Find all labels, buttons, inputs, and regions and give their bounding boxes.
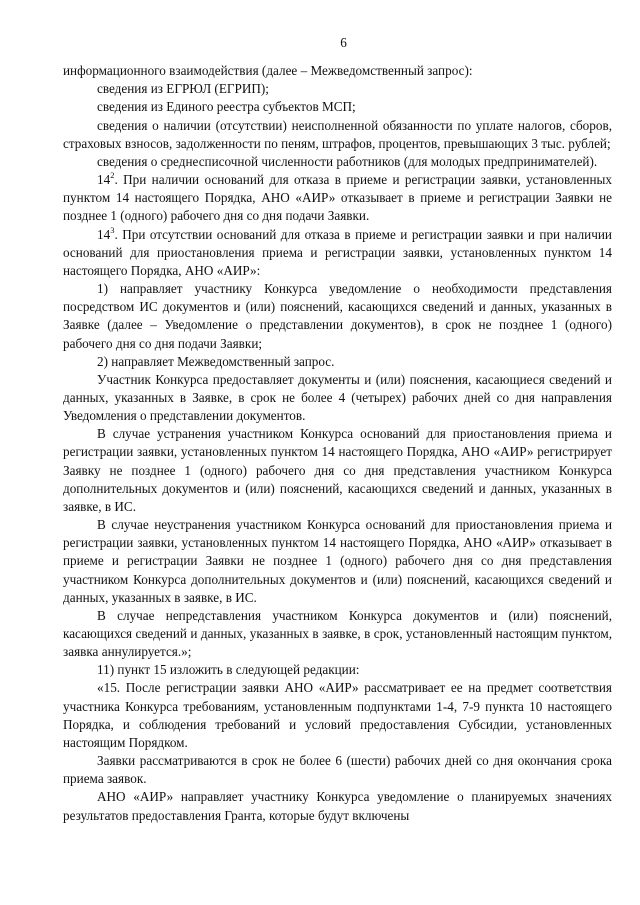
clause-number: 14 xyxy=(97,172,111,188)
clause-number: 14 xyxy=(97,226,111,242)
list-item: сведения о наличии (отсутствии) неисполненной обязанности по уплате налогов, сборов, страховых взносов, задолженности по пеням, штрафов, процентов, превышающих 3 тыс. рублей; xyxy=(63,117,612,151)
clause-14-2 xyxy=(63,171,612,225)
amendment-item-11: 11) пункт 15 изложить в следующей редакции: xyxy=(97,662,360,678)
list-item: сведения из Единого реестра субъектов МСП; xyxy=(97,99,356,115)
subitem-1: 1) направляет участнику Конкурса уведомление о необходимости представления посредством ИС документов и (или) пояснений, касающихся сведений и данных, указанных в Заявке (далее – Уведомление о представлении документов), в срок не позднее 1 (одного) рабочего дня со дня подачи Заявки; xyxy=(63,281,612,351)
paragraph: В случае неустранения участником Конкурса оснований для приостановления приема и регистрации заявки, установленных пунктом 14 настоящего Порядка, АНО «АИР» отказывает в приеме и регистрации Заявки не позднее 1 (одного) рабочего дня со дня представления участником Конкурса дополнительных документов и (или) пояснений, касающихся сведений и данных, указанных в заявке, в ИС. xyxy=(63,517,612,605)
clause-text: . При наличии оснований для отказа в приеме и регистрации заявки, установленных пунктом 14 настоящего Порядка, АНО «АИР» отказывает в приеме и регистрации Заявки не позднее 1 (одного) рабочего дня со дня подачи Заявки. xyxy=(63,172,612,224)
clause-text: . При отсутствии оснований для отказа в приеме и регистрации заявки и при наличии оснований для приостановления приема и регистрации заявки, установленных пунктом 14 настоящего Порядка, АНО «АИР»: xyxy=(63,226,612,278)
clause-14-3 xyxy=(63,226,612,280)
page-number: 6 xyxy=(340,35,347,50)
list-item: сведения из ЕГРЮЛ (ЕГРИП); xyxy=(97,81,269,97)
subitem-2: 2) направляет Межведомственный запрос. xyxy=(97,353,335,369)
paragraph: информационного взаимодействия (далее – Межведомственный запрос): xyxy=(63,63,473,79)
clause-15: «15. После регистрации заявки АНО «АИР» рассматривает ее на предмет соответствия участника Конкурса требованиям, установленным подпунктами 1-4, 7-9 пункта 10 настоящего Порядка, и соблюдения требований и условий предоставления Субсидии, установленных настоящим Порядком. xyxy=(63,680,612,750)
paragraph: В случае непредставления участником Конкурса документов и (или) пояснений, касающихся сведений и данных, указанных в заявке, в срок, установленный настоящим пунктом, заявка аннулируется.»; xyxy=(63,607,612,660)
paragraph: АНО «АИР» направляет участнику Конкурса уведомление о планируемых значениях результатов предоставления Гранта, которые будут включены xyxy=(63,789,612,823)
paragraph: Заявки рассматриваются в срок не более 6 (шести) рабочих дней со дня окончания срока приема заявок. xyxy=(63,753,612,787)
clause-superscript: 2 xyxy=(110,170,115,181)
clause-superscript: 3 xyxy=(110,224,115,235)
list-item: сведения о среднесписочной численности работников (для молодых предпринимателей). xyxy=(97,153,598,169)
paragraph: Участник Конкурса предоставляет документы и (или) пояснения, касающиеся сведений и данных, указанных в Заявке, в срок не более 4 (четырех) рабочих дней со дня направления Уведомления о представлении документов. xyxy=(63,371,612,424)
paragraph: В случае устранения участником Конкурса оснований для приостановления приема и регистрации заявки, установленных пунктом 14 настоящего Порядка, АНО «АИР» регистрирует Заявку не позднее 1 (одного) рабочего дня со дня представления участником Конкурса дополнительных документов и (или) пояснений, касающихся сведений и данных, указанных в заявке, в ИС. xyxy=(63,426,612,514)
